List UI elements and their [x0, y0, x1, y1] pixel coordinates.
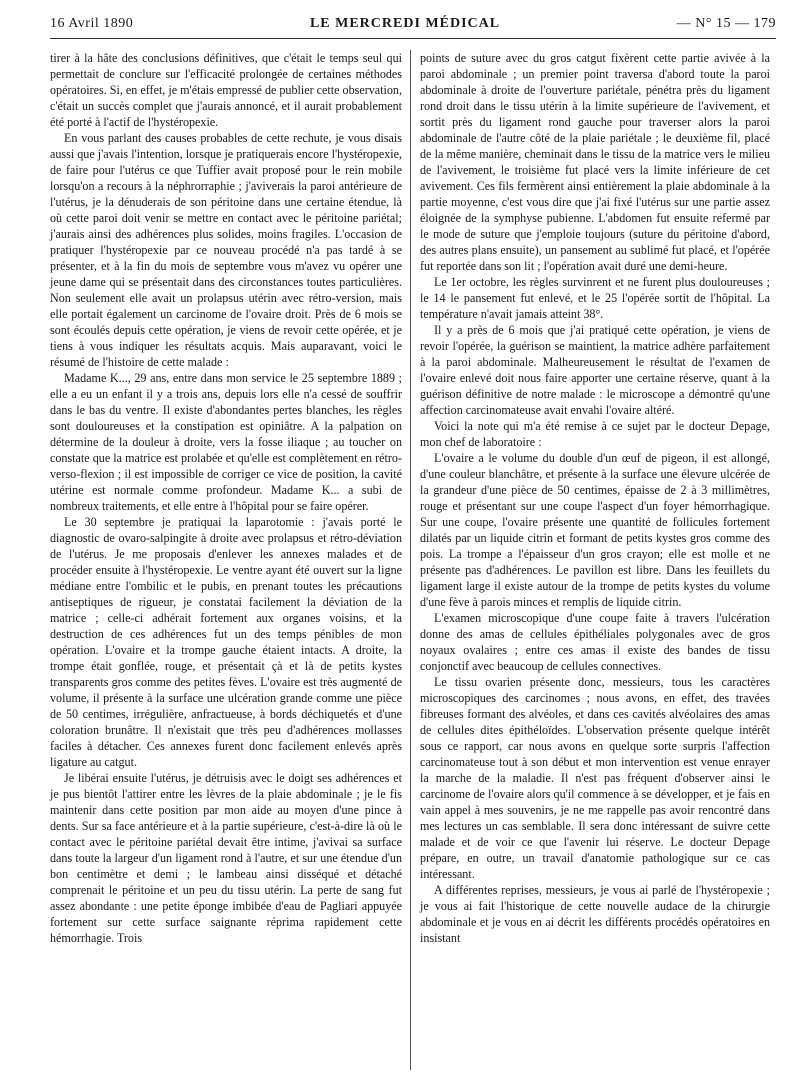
paragraph: L'examen microscopique d'une coupe faite à travers l'ulcération donne des amas de cellules épithéliales polygonales avec de gros noyaux ovalaires ; entre ces amas il existe des bandes de tissu conjonctif avec beaucoup de cellules connectives. — [420, 611, 770, 673]
page-header — [50, 10, 776, 39]
paragraph: A différentes reprises, messieurs, je vous ai parlé de l'hystéropexie ; je vous ai fait l'historique de cette nouvelle audace de la chirurgie abdominale et je vous en ai décrit les différents procédés opératoires en insistant — [420, 883, 770, 945]
column-divider — [410, 50, 411, 1070]
paragraph: L'ovaire a le volume du double d'un œuf de pigeon, il est allongé, d'une couleur blanchâtre, et présente à la surface une élevure ulcérée de la grandeur d'une pièce de 50 centimes, épaisse de 2 à 3 millimètres, rouge et présentant sur une coupe l'aspect d'un foyer hémorrhagique. Sur une coupe, l'ovaire présente une quantité de follicules fortement dilatés par un liquide citrin et formant de petits kystes gros comme des pois. La trompe a l'épaisseur d'un gros crayon; elle est molle et ne présente pas d'adhérences. Le pavillon est libre. Dans les feuillets du ligament large il existe autour de la trompe de petits kystes du volume d'une fève à parois minces et remplis de liquide citrin. — [420, 451, 770, 609]
paragraph: Le tissu ovarien présente donc, messieurs, tous les caractères microscopiques des carcinomes ; nous avons, en effet, des travées fibreuses formant des alvéoles, et dans ces cavités alvéolaires des amas de cellules dites épithéloïdes. L'observation présente quelque intérêt sous ce rapport, car nous avons en quelque sorte surpris l'affection carcinomateuse tout à son début et mon intervention est venue enrayer la marche de la maladie. Il n'est pas fréquent d'observer ainsi le carcinome de l'ovaire alors qu'il commence à se développer, et je fais en vain appel à mes souvenirs, je ne me rappelle pas avoir rencontré dans mes lectures un cas semblable. Il sera donc intéressant de suivre cette malade et de voir ce que l'avenir lui réserve. Le docteur Depage prépare, en outre, un travail d'anatomie pathologique sur ce cas intéressant. — [420, 675, 770, 881]
paragraph: Voici la note qui m'a été remise à ce sujet par le docteur Depage, mon chef de laboratoire : — [420, 419, 770, 449]
paragraph: tirer à la hâte des conclusions définitives, que c'était le temps seul qui permettait de conclure sur l'efficacité prolongée de certaines méthodes opératoires. Si, en effet, je m'étais empressé de publier cette observation, c'était un succès complet que j'aurais annoncé, et il aurait probablement été porté à l'actif de l'hystéropexie. — [50, 51, 402, 129]
paragraph: En vous parlant des causes probables de cette rechute, je vous disais aussi que j'avais l'intention, lorsque je pratiquerais encore l'hystéropexie, de faire pour l'utérus ce que Tuffier avait proposé pour le rein mobile lorsqu'on a recours à la néphrorraphie ; j'aviverais la paroi antérieure de l'utérus, je la dénuderais de son péritoine dans une certaine étendue, là où cette paroi doit venir se mettre en contact avec le péritoine pariétal; j'aurais ainsi des adhérences plus solides, moins fragiles. L'occasion de pratiquer l'hystéropexie par ce nouveau procédé n'a pas tardé à se présenter, et à la fin du mois de septembre vous m'avez vu opérer une jeune dame qui se présentait dans des circonstances toutes particulières. Non seulement elle avait un prolapsus utérin avec rétro-version, mais elle portait également un carcinome de l'ovaire droit. Près de 6 mois se sont écoulés depuis cette opération, je viens de revoir cette opérée, et je tiens à vous indiquer les résultats acquis. Mais auparavant, voici le résumé de l'histoire de cette malade : — [50, 131, 402, 369]
journal-title: LE MERCREDI MÉDICAL — [309, 16, 501, 31]
issue-date: 16 Avril 1890 — [50, 16, 134, 31]
paragraph: Il y a près de 6 mois que j'ai pratiqué cette opération, je viens de revoir l'opérée, la guérison se maintient, la matrice adhère parfaitement à la paroi abdominale. Malheureusement le résultat de l'examen de l'ovaire enlevé doit nous faire apporter une certaine réserve, quant à la guérison définitive de notre malade : le microscope a démontré qu'une affection carcinomateuse avait envahi l'ovaire altéré. — [420, 323, 770, 417]
issue-number: — N° 15 — 179 — [676, 16, 776, 31]
paragraph: Madame K..., 29 ans, entre dans mon service le 25 septembre 1889 ; elle a eu un enfant il y a trois ans, depuis lors elle n'a cessé de souffrir dans le bas du ventre. Il existe d'abondantes pertes blanches, les règles sont douloureuses et la constipation est opiniâtre. A la palpation on détermine de la douleur à droite, vers la fosse iliaque ; au toucher on constate que la matrice est prolabée et qu'elle est complètement en rétro-verso-flexion ; il est impossible de corriger ce vice de position, la cavité utérine est normale comme profondeur. Madame K... a subi de nombreux traitements, et elle entre à l'hôpital pour se faire opérer. — [50, 371, 402, 513]
paragraph: points de suture avec du gros catgut fixèrent cette partie avivée à la paroi abdominale ; un premier point traversa d'abord toute la paroi abdominale à droite de l'ouverture pariétale, pénétra près du ligament rond droit dans le tissu utérin à la limite supérieure de l'avivement, et sortit près du ligament rond gauche pour traverser alors la paroi abdominale de l'autre côté de la plaie pariétale ; le deuxième fil, placé de la même manière, cheminait dans le tissu de la matrice vers le milieu de l'avivement, le troisième fut placé vers la limite inférieure de cet avivement. Ces fils fermèrent ainsi entièrement la plaie abdominale à la partie moyenne, c'est vous dire que j'ai fixé l'utérus sur une partie assez éloignée de la symphyse pubienne. L'abdomen fut ensuite refermé par le mode de suture que j'emploie toujours (suture du péritoine d'abord, des autres plans ensuite), un pansement au sublimé fut placé, et l'opérée fut reportée dans son lit ; l'opération avait duré une demi-heure. — [420, 51, 770, 273]
paragraph: Je libérai ensuite l'utérus, je détruisis avec le doigt ses adhérences et je pus bientôt l'attirer entre les lèvres de la plaie abdominale ; je le fis maintenir dans cette position par mon aide au moyen d'une pince à dents. Sur sa face antérieure et à la partie supérieure, c'est-à-dire là où le contact avec le péritoine pariétal devait être intime, j'avivai sa surface dans toute la largeur d'un ligament rond à l'autre, et sur une étendue d'un bon centimètre et demi ; le lambeau ainsi disséqué et détaché comprenait le péritoine et un peu du tissu utérin. La perte de sang fut assez abondante : une petite éponge imbibée d'eau de Pagliari appuyée fortement sur cette surface saignante réprima rapidement cette hémorrhagie. Trois — [50, 771, 402, 945]
paragraph: Le 1er octobre, les règles survinrent et ne furent plus douloureuses ; le 14 le pansement fut enlevé, et le 25 l'opérée sortit de l'hôpital. La température n'avait jamais atteint 38°. — [420, 275, 770, 321]
paragraph: Le 30 septembre je pratiquai la laparotomie : j'avais porté le diagnostic de ovaro-salpingite à droite avec prolapsus et rétro-déviation de l'utérus. Je me proposais d'enlever les annexes malades et de procéder ensuite à l'hystéropexie. Le ventre ayant été ouvert sur la ligne médiane entre l'ombilic et le pubis, en prenant toutes les précautions antiseptiques de rigueur, je constatai facilement la déviation de la matrice ; celle-ci adhérait fortement aux organes voisins, et la destruction de ces adhérences fut un des temps pénibles de mon opération. L'ovaire et la trompe gauche étaient intacts. A droite, la trompe était gonflée, rouge, et présentait çà et là de petits kystes transparents gros comme des petites fèves. L'ovaire est très augmenté de volume, il présente à la surface une ulcération grande comme une pièce de 50 centimes, irrégulière, anfractueuse, à bords déchiquetés et d'une coloration brunâtre. Il n'existait que très peu d'adhérences mollasses faciles à détacher. Ces annexes furent donc facilement enlevés après ligature au catgut. — [50, 515, 402, 769]
left-column — [50, 50, 402, 946]
right-column — [420, 50, 770, 946]
